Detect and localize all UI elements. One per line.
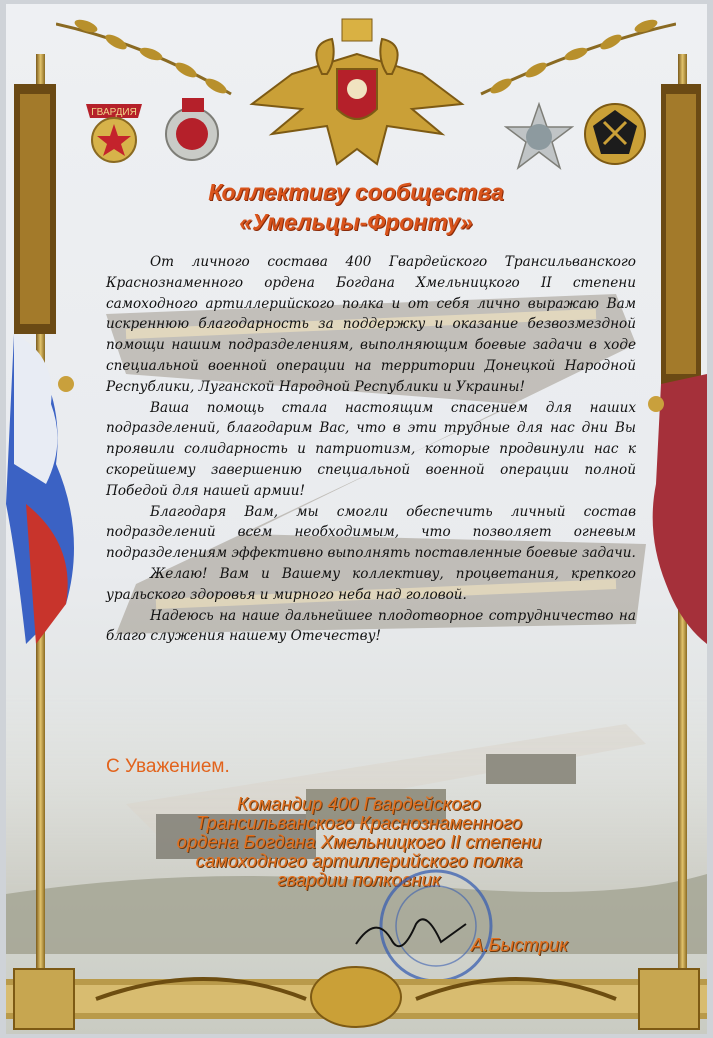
commander-line: Командир 400 Гвардейского [237, 793, 481, 814]
commander-line: ордена Богдана Хмельницкого II степени [176, 831, 542, 852]
regards-text: С Уважением. [106, 756, 230, 777]
paragraph: Надеюсь на наше дальнейшее плодотворное сотрудничество на благо служения нашему Отечеству! [106, 607, 636, 645]
letter-body [106, 252, 636, 647]
commander-line: гвардии полковник [277, 869, 441, 890]
laurel-branch-left [56, 14, 236, 104]
ornamental-frame-bottom [6, 959, 707, 1034]
double-headed-eagle-emblem [242, 14, 472, 184]
title-line-2: «Умельцы-Фронту» [239, 209, 473, 235]
laurel-branch-right [476, 14, 676, 104]
certificate-sheet [6, 4, 707, 1034]
paragraph: Ваша помощь стала настоящим спасением для наших подразделений, благодарим Вас, что в эти трудные для нас дни Вы проявили солидарность и патриотизм, которые продвинули нас к скорейшему завершению специальной военной операции полной Победой для нашей армии! [106, 399, 636, 499]
artillery-badge-icon [582, 96, 648, 168]
page-title [116, 177, 596, 237]
paragraph: Благодаря Вам, мы смогли обеспечить личный состав подразделений всем необходимым, что позволяет огневым подразделениям эффективно выполнять поставленные боевые задачи. [106, 503, 636, 562]
commander-line: Трансильванского Краснознаменного [195, 812, 523, 833]
guards-badge-icon [82, 96, 146, 166]
paragraph: От личного состава 400 Гвардейского Трансильванского Краснознаменного ордена Богдана Хмельницкого II степени самоходного артиллерийского полка и от себя лично выражаю Вам искреннюю благодарность за поддержку и оказание безвозмездной помощи нашим подразделениям, выполняющим боевые задачи в ходе специальной военной операции на территории Донецкой Народной Республики, Луганской Народной Республики и Украины! [106, 254, 636, 395]
right-flag [626, 84, 707, 644]
svg-text:ГВАРДИЯ: ГВАРДИЯ [91, 107, 137, 118]
commander-line: самоходного артиллерийского полка [195, 850, 523, 871]
title-line-1: Коллективу сообщества [208, 179, 504, 205]
red-banner-order-icon [162, 96, 222, 166]
paragraph: Желаю! Вам и Вашему коллективу, процветания, крепкого уральского здоровья и мирного неба над головой. [106, 565, 636, 603]
left-flag [6, 84, 106, 644]
bogdan-khmelnitsky-order-icon [504, 102, 574, 172]
signature-name: А.Быстрик [471, 934, 568, 955]
